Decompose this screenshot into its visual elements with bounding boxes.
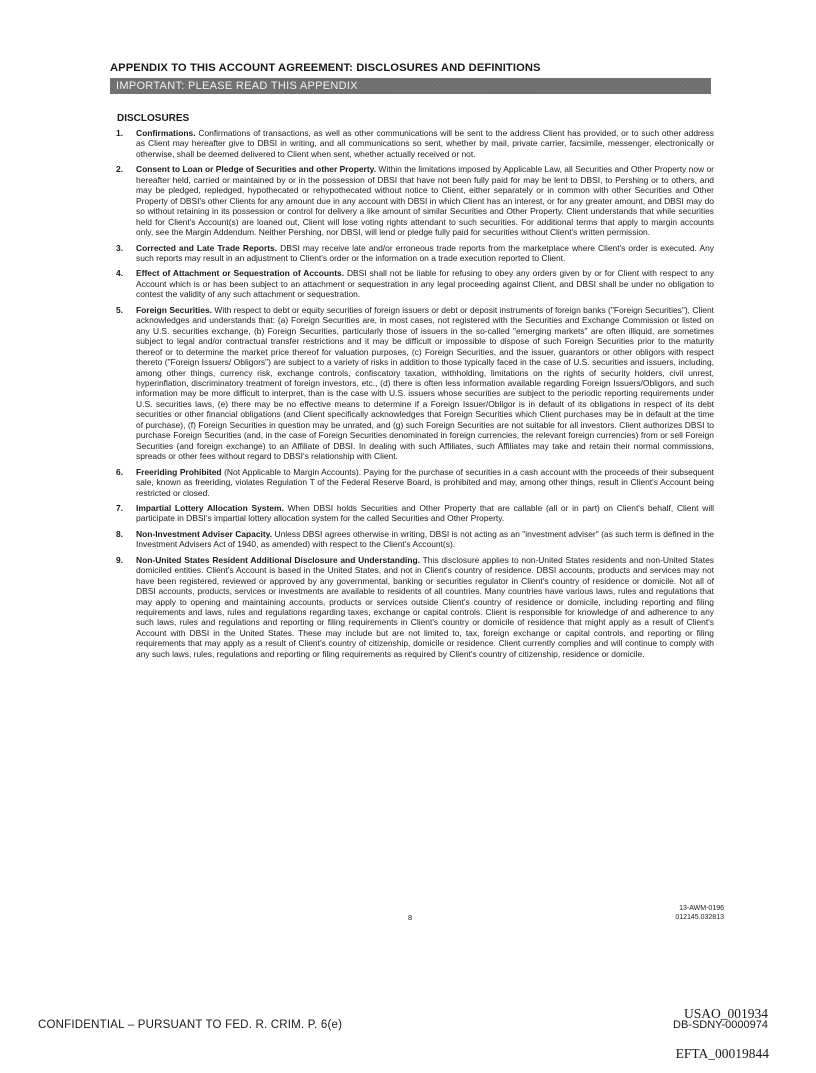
disclosure-item bbox=[114, 529, 714, 550]
item-text: Within the limitations imposed by Applicable Law, all Securities and Other Property now or hereafter held, carried or maintained by or in the possession of DBSI that have not been fully paid for may be lent to DBSI, to Pershing or to others, and may be pledged, repledged, hypothecated or rehypothecated without notice to Client, either separately or in common with other Securities and Other Property of DBSI's other Clients for any amount due in any account with DBSI in which Client has an interest, or for any greater amount, and DBSI may do so without retaining in its possession or control for delivery a like amount of similar Securities and Other Property. Client understands that while securities held for Client's Account(s) are loaned out, Client will lose voting rights attendant to such securities. For additional terms that apply to margin accounts only, see the Margin Addendum. Neither Pershing, nor DBSI, will lend or pledge fully paid for securities without Client's written permission. bbox=[136, 164, 714, 238]
item-number: 7. bbox=[116, 502, 124, 513]
batch-code: 012145.032813 bbox=[675, 914, 724, 921]
item-text: Confirmations of transactions, as well as other communications will be sent to the address Client has provided, or to such other address as Client may hereafter give to DBSI in writing, and all communications so sent, whether by mail, private carrier, facsimile, messenger, electronically or otherwise, shall be deemed delivered to Client when sent, whether actually received or not. bbox=[136, 128, 714, 159]
item-title: Effect of Attachment or Sequestration of Accounts. bbox=[136, 268, 345, 279]
item-text: DBSI may receive late and/or erroneous trade reports from the marketplace where Client's order is executed. Any such reports may result in an adjustment to Client's order or the information on a trade execution reported to Client. bbox=[136, 242, 714, 263]
disclosure-item bbox=[114, 128, 714, 159]
item-body bbox=[136, 164, 714, 237]
item-text: (Not Applicable to Margin Accounts). Paying for the purchase of securities in a cash account with the proceeds of their subsequent sale, known as freeriding, violates Regulation T of the Federal Reserve Board, is prohibited and may, among other things, result in Client's Account being restricted or closed. bbox=[136, 466, 714, 498]
item-body bbox=[136, 555, 714, 660]
disclosure-item bbox=[114, 305, 714, 462]
item-body bbox=[136, 467, 714, 498]
item-text: Unless DBSI agrees otherwise in writing, DBSI is not acting as an "investment adviser" (as such term is defined in the Investment Advisers Act of 1940, as amended) with respect to the Client's Account(s). bbox=[136, 528, 714, 550]
disclosure-item bbox=[114, 164, 714, 237]
disclosure-item bbox=[114, 243, 714, 264]
disclosure-item bbox=[114, 268, 714, 299]
form-code: 13-AWM-0196 bbox=[679, 905, 724, 912]
item-title: Freeriding Prohibited bbox=[136, 466, 222, 477]
item-title: Non-United States Resident Additional Disclosure and Understanding. bbox=[136, 554, 420, 565]
item-title: Foreign Securities. bbox=[136, 304, 212, 315]
item-title: Corrected and Late Trade Reports. bbox=[136, 242, 278, 253]
item-body bbox=[136, 243, 714, 264]
item-text: With respect to debt or equity securities of foreign issuers or debt or deposit instruments of foreign banks ("Foreign Securities"), Client acknowledges and understands that: (a) Foreign Securities are, in most cases, not registered with the Securities and Exchange Commission or listed on any U.S. securities exchange, (b) Foreign Securities, particularly those of issuers in the so-called "emerging markets" are often illiquid, are sometimes subject to legal and/or contractual transfer restrictions and it may be difficult or impossible to dispose of such Foreign Securities prior to the maturity thereof or to determine the market price thereof for valuation purposes, (c) Foreign Securities, and the issuer, guarantors or other obligors with respect thereto ("Foreign Issuers/ Obligors") are subject to a variety of risks in addition to those typically faced in the case of U.S. securities and issuers, including, among other things, currency risk, exchange controls, confiscatory taxation, withholding, limitations on the rights of security holders, civil unrest, hyperinflation, discriminatory treatment of foreign investors, etc., (d) there is often less information available regarding Foreign Issuers/Obligors, and such information may be more difficult to interpret, than is the case with U.S. issuers whose securities are subject to the periodic reporting requirements under U.S. securities laws, (e) there may be no effective means to determine if a Foreign Issuer/Obligor is in default of its obligations in respect of its debt securities or other financial obligations (and Client specifically acknowledges that Foreign Securities which Client purchases may be in default at the time of purchase), (f) Foreign Securities in question may be unrated, and (g) such Foreign Securities are not suitable for all investors. Client authorizes DBSI to purchase Foreign Securities (and, in the case of Foreign Securities denominated in foreign currencies, the relevant foreign currencies) from or sell Foreign Securities (and foreign exchange) to an Affiliate of DBSI. In dealing with such Affiliates, such Affiliates may take and retain their normal commissions, spreads or other fees without regard to DBSI's relationship with Client. bbox=[136, 304, 714, 462]
item-body bbox=[136, 305, 714, 462]
item-title: Non-Investment Adviser Capacity. bbox=[136, 528, 273, 539]
confidential-notice: CONFIDENTIAL – PURSUANT TO FED. R. CRIM. P. 6(e) bbox=[38, 1019, 343, 1031]
item-body bbox=[136, 128, 714, 159]
bates-sdny: DB-SDNY-0000974 bbox=[673, 1019, 768, 1031]
disclosure-item bbox=[114, 467, 714, 498]
item-number: 5. bbox=[116, 304, 124, 315]
item-number: 2. bbox=[116, 164, 124, 175]
item-number: 9. bbox=[116, 554, 124, 565]
item-body bbox=[136, 503, 714, 524]
appendix-title: APPENDIX TO THIS ACCOUNT AGREEMENT: DISCLOSURES AND DEFINITIONS bbox=[110, 62, 541, 74]
form-codes bbox=[675, 904, 724, 922]
item-number: 6. bbox=[116, 466, 124, 477]
item-title: Impartial Lottery Allocation System. bbox=[136, 502, 284, 513]
item-number: 3. bbox=[116, 242, 124, 253]
disclosure-item bbox=[114, 503, 714, 524]
item-title: Consent to Loan or Pledge of Securities and other Property. bbox=[136, 164, 377, 175]
item-text: When DBSI holds Securities and Other Property that are callable (all or in part) on Client's behalf, Client will participate in DBSI's impartial lottery allocation system for the called Securities and Other Property. bbox=[136, 502, 714, 524]
disclosures-list bbox=[114, 124, 714, 659]
page-number: 8 bbox=[408, 913, 413, 922]
item-number: 8. bbox=[116, 528, 124, 539]
disclosure-item bbox=[114, 555, 714, 660]
bates-stamp bbox=[673, 1007, 768, 1031]
efta-stamp: EFTA_00019844 bbox=[675, 1046, 769, 1061]
important-banner: IMPORTANT: PLEASE READ THIS APPENDIX bbox=[110, 78, 711, 94]
bates-usao: USAO_001934 bbox=[683, 1006, 768, 1021]
item-body bbox=[136, 529, 714, 550]
item-text: This disclosure applies to non-United States residents and non-United States domiciled entities. Client's Account is based in the United States, and not in Client's country of residence. DBSI accounts, products and services may not have been registered, reviewed or approved by any governmental, banking or securities regulator in Client's country of residence or domicile. Not all of DBSI accounts, products, services or investments are available to residents of all countries. Many countries have various laws, rules and regulations that may apply to opening and maintaining accounts, products or services outside Client's country of residence or domicile, including reporting and filing requirements and laws, rules and regulations regarding taxes, exchange or capital controls. Client is responsible for knowledge of and adherence to any such laws, rules and regulations and reporting or filing requirements in Client's country or domicile of residence that might apply as a result of Client's Account with DBSI in the United States. These may include but are not limited to, tax, foreign exchange or capital controls, and reporting or filing requirements that may apply as a result of Client's country of citizenship, domicile or residence. Client currently complies and will continue to comply with any such laws, rules, regulations and reporting or filing requirements as required by Client's country of citizenship, residence or domicile. bbox=[136, 554, 714, 659]
item-body bbox=[136, 268, 714, 299]
item-text: DBSI shall not be liable for refusing to obey any orders given by or for Client with respect to any Account which is or has been subject to an attachment or sequestration in any legal proceeding against Client, and DBSI shall be under no obligation to contest the validity of any such attachment or sequestration. bbox=[136, 268, 714, 300]
item-number: 1. bbox=[116, 128, 124, 138]
section-title: DISCLOSURES bbox=[117, 113, 190, 124]
item-title: Confirmations. bbox=[136, 128, 196, 138]
item-number: 4. bbox=[116, 268, 124, 279]
